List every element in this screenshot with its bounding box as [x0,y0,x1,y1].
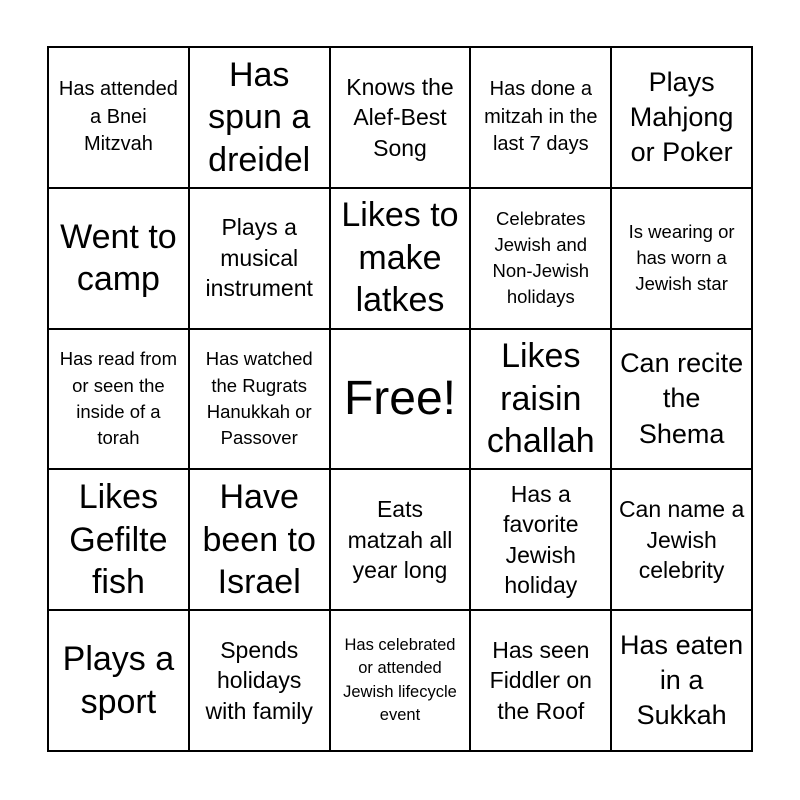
bingo-cell-r4c3[interactable] [330,469,471,610]
cell-text: Has seen Fiddler on the Roof [489,636,592,724]
cell-text: Likes Gefilte fish [69,478,168,602]
bingo-cell-r2c3[interactable] [330,188,471,329]
cell-text: Went to camp [60,217,177,299]
cell-text: Has done a mitzah in the last 7 days [484,78,598,156]
cell-text: Eats matzah all year long [347,495,453,584]
bingo-cell-r4c5[interactable] [611,469,752,610]
cell-text: Likes to make latkes [341,196,459,320]
cell-text: Plays a musical instrument [205,214,313,302]
bingo-cell-r2c1[interactable] [48,188,189,329]
bingo-cell-r3c5[interactable] [611,329,752,470]
bingo-cell-r5c2[interactable] [189,610,330,751]
cell-text: Is wearing or has worn a Jewish star [628,220,735,295]
bingo-cell-r3c2[interactable] [189,329,330,470]
bingo-cell-r5c3[interactable] [330,610,471,751]
cell-text: Has read from or seen the inside of a torah [59,348,177,449]
cell-text: Likes raisin challah [486,337,595,461]
cell-text: Spends holidays with family [205,636,313,724]
bingo-cell-r1c4[interactable] [470,47,611,188]
cell-text: Plays Mahjong or Poker [629,66,734,167]
bingo-cell-r1c5[interactable] [611,47,752,188]
cell-text: Has eaten in a Sukkah [620,629,744,731]
cell-text: Have been to Israel [202,478,316,602]
cell-text: Plays a sport [62,640,175,721]
cell-text: Has celebrated or attended Jewish lifecycle event [343,635,457,725]
bingo-cell-r2c4[interactable] [470,188,611,329]
bingo-board [47,46,753,752]
bingo-cell-r3c1[interactable] [48,329,189,470]
cell-text: Knows the Alef-Best Song [346,73,454,161]
bingo-cell-r4c4[interactable] [470,469,611,610]
bingo-cell-r5c1[interactable] [48,610,189,751]
bingo-cell-r1c1[interactable] [48,47,189,188]
cell-text: Has a favorite Jewish holiday [503,480,579,599]
cell-text: Has attended a Bnei Mitzvah [58,78,178,156]
cell-text: Celebrates Jewish and Non-Jewish holidays [492,207,590,308]
bingo-cell-free[interactable] [330,329,471,470]
bingo-cell-r5c5[interactable] [611,610,752,751]
free-space-label: Free! [343,371,456,425]
cell-text: Has spun a dreidel [208,55,311,179]
bingo-cell-r2c5[interactable] [611,188,752,329]
bingo-cell-r1c2[interactable] [189,47,330,188]
bingo-cell-r4c1[interactable] [48,469,189,610]
bingo-cell-r5c4[interactable] [470,610,611,751]
bingo-cell-r3c4[interactable] [470,329,611,470]
cell-text: Has watched the Rugrats Hanukkah or Passover [205,348,313,449]
bingo-cell-r4c2[interactable] [189,469,330,610]
cell-text: Can recite the Shema [620,348,744,449]
cell-text: Can name a Jewish celebrity [618,495,745,584]
bingo-cell-r2c2[interactable] [189,188,330,329]
bingo-cell-r1c3[interactable] [330,47,471,188]
